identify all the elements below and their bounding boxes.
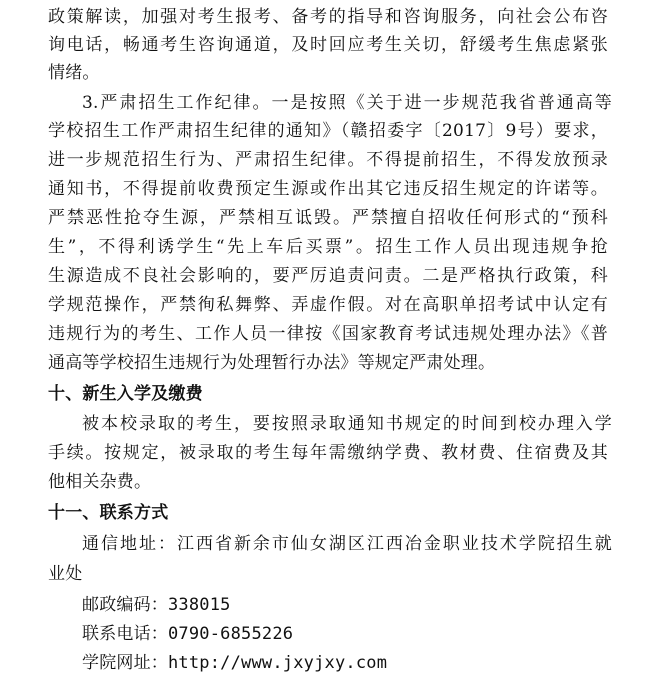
paragraph-line: 通知书，不得提前收费预定生源或作出其它违反招生规定的许诺等。	[48, 179, 608, 199]
phone-row	[82, 620, 612, 648]
address-line: 通信地址：江西省新余市仙女湖区江西冶金职业技术学院招生就	[82, 534, 612, 554]
paragraph-line: 学规范操作，严禁徇私舞弊、弄虚作假。对在高职单招考试中认定有	[48, 295, 608, 315]
paragraph-line: 政策解读，加强对考生报考、备考的指导和咨询服务，向社会公布咨	[48, 7, 608, 27]
paragraph-line: 生源造成不良社会影响的，要严厉追责问责。二是严格执行政策，科	[48, 266, 608, 286]
paragraph-line: 他相关杂费。	[48, 472, 152, 492]
postcode-value: 338015	[168, 595, 231, 615]
paragraph-line: 进一步规范招生行为、严肃招生纪律。不得提前招生，不得发放预录	[48, 150, 608, 170]
paragraph-line: 被本校录取的考生，要按照录取通知书规定的时间到校办理入学	[82, 414, 612, 434]
paragraph-line: 严禁恶性抢夺生源，严禁相互诋毁。严禁擅自招收任何形式的“预科	[48, 208, 608, 228]
postcode-row	[82, 591, 612, 619]
paragraph-line: 违规行为的考生、工作人员一律按《国家教育考试违规处理办法》《普	[48, 324, 608, 344]
website-label: 学院网址：	[82, 653, 168, 673]
phone-label: 联系电话：	[82, 624, 168, 644]
phone-value: 0790-6855226	[168, 624, 294, 644]
section-heading: 十、新生入学及缴费	[48, 384, 203, 404]
paragraph-line: 学校招生工作严肃招生纪律的通知》（赣招委字〔2017〕9号）要求，	[48, 121, 608, 141]
paragraph-line: 手续。按规定，被录取的考生每年需缴纳学费、教材费、住宿费及其	[48, 443, 608, 463]
section-heading: 十一、联系方式	[48, 503, 169, 523]
paragraph-line: 情绪。	[48, 63, 100, 83]
paragraph-line: 3.严肃招生工作纪律。一是按照《关于进一步规范我省普通高等	[82, 93, 612, 113]
paragraph-line: 生”，不得利诱学生“先上车后买票”。招生工作人员出现违规争抢	[48, 237, 608, 257]
paragraph-line: 询电话，畅通考生咨询通道，及时回应考生关切，舒缓考生焦虑紧张	[48, 35, 608, 55]
address-line: 业处	[48, 564, 83, 584]
paragraph-line: 通高等学校招生违规行为处理暂行办法》等规定严肃处理。	[48, 353, 496, 373]
postcode-label: 邮政编码：	[82, 595, 168, 615]
website-link[interactable]: http://www.jxyjxy.com	[168, 653, 388, 673]
website-row	[82, 649, 612, 677]
